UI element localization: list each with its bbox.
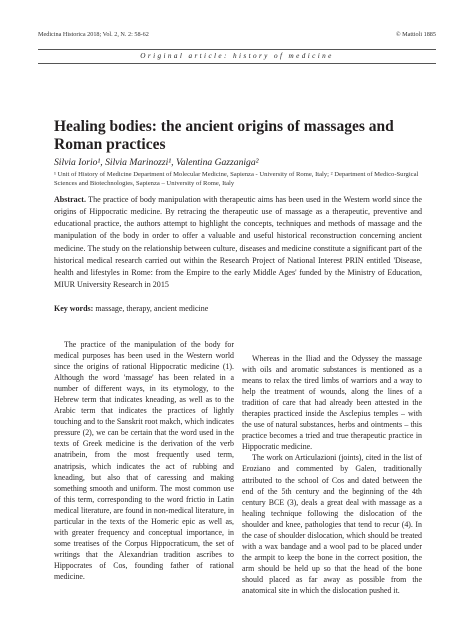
section-label	[38, 49, 436, 64]
running-head	[38, 31, 436, 38]
keywords	[54, 304, 422, 313]
author-affiliations: ¹ Unit of History of Medicine Department of Molecular Medicine, Sapienza - University of Rome, Italy; ² Department of Medico-Surgical Sciences and Biotechnologies, Sapienza – University of Rome, Italy	[54, 171, 419, 188]
abstract-text: The practice of body manipulation with therapeutic aims has been used in the Western world since the origins of Hippocratic medicine. By retracing the therapeutic use of massage as a therapeutic, preventive and educational practice, the authors attempt to highlight the concepts, techniques and methods of massage and the manipulation of the body in order to offer a valuable and useful historical reconstruction concerning ancient medicine. The study on the relationship between culture, diseases and medicine constitute a significant part of the historical medical research carried out within the Research Project of National Interest PRIN entitled 'Disease, health and lifestyles in Rome: from the Empire to the early Middle Ages' funded by the Ministry of Education, MIUR University Research in 2015	[54, 195, 422, 290]
body-column-right	[242, 353, 422, 596]
body-paragraph: Whereas in the Iliad and the Odyssey the massage with oils and aromatic substances is mentioned as a means to relax the tired limbs of warriors and a way to help the treatment of wounds, along the lines of a tradition of care that had already been attested in the therapies practiced inside the Asclepius temples – with the use of natural substances, herbs and ointments – this practice becomes a tried and true therapeutic practice in Hippocratic medicine.	[242, 354, 422, 452]
keywords-text: massage, therapy, ancient medicine	[95, 304, 209, 313]
body-paragraph: The practice of the manipulation of the body for medical purposes has been used in the Western world since the origins of rational Hippocratic medicine (1). Although the word 'massage' has been related in a number of different ways, in its etymology, to the Hebrew term that indicates kneading, as well as to the Arabic term that indicates the practices of lightly touching and to the Sanskrit root makch, which indicates pressure (2), we can be certain that the word used in the texts of Greek medicine is the derivation of the verb anatribein, from the most frequently used term, anatripsis, which indicates the act of rubbing and kneading, but also that of caressing and making something smooth and uniform. The most common use of this term, corresponding to the word frictio in Latin medical literature, are found in non-medical literature, in particular in the texts of the Homeric epic as well as, with greater frequency and conceptual importance, in some treatises of the Corpus Hippocraticum, the set of writings that the Alexandrian tradition ascribes to Hippocrates of Cos, founding father of rational medicine.	[54, 340, 234, 581]
journal-citation: Medicina Historica 2018; Vol. 2, N. 2: 58-62	[38, 31, 149, 38]
copyright-notice: © Mattioli 1885	[395, 31, 436, 38]
section-label-text: Original article: history of medicine	[140, 52, 334, 60]
author-list: Silvia Iorio¹, Silvia Marinozzi¹, Valentina Gazzaniga²	[54, 157, 259, 168]
body-paragraph: The work on Articulazioni (joints), cited in the list of Eroziano and commented by Galen, traditionally attributed to the school of Cos and dated between the end of the 5th century and the beginning of the 4th century BCE (3), deals a great deal with massage as a healing technique following the dislocation of the shoulder and knee, pathologies that tend to recur (4). In the case of shoulder dislocation, which should be treated with a wax bandage and a wool pad to be placed under the armpit to keep the bone in the correct position, the arm should be held up so that the head of the bone should placed as far away as possible from the anatomical site in which the dislocation pushed it.	[242, 453, 422, 595]
keywords-label: Key words:	[54, 304, 94, 313]
abstract	[54, 194, 422, 291]
article-title: Healing bodies: the ancient origins of massages and Roman practices	[54, 118, 394, 153]
body-column-left	[54, 339, 234, 582]
abstract-label: Abstract.	[54, 195, 86, 204]
